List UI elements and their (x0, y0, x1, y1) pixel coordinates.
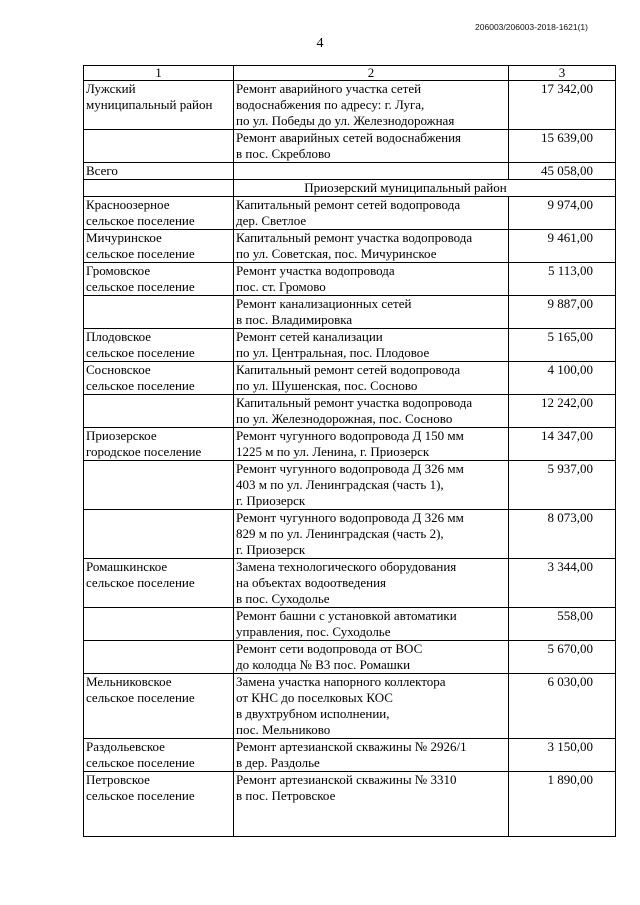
table-row (84, 559, 616, 608)
table-row (84, 674, 616, 739)
amount-cell: 9 887,00 (509, 296, 616, 329)
table-row (84, 461, 616, 510)
amount-cell: 6 030,00 (509, 674, 616, 739)
district-cell: Громовское сельское поселение (84, 263, 234, 296)
amount-cell: 5 113,00 (509, 263, 616, 296)
amount-cell: 15 639,00 (509, 130, 616, 163)
amount-cell: 558,00 (509, 608, 616, 641)
work-description-cell: Ремонт аварийного участка сетей водоснабжения по адресу: г. Луга, по ул. Победы до ул. Железнодорожная (234, 81, 509, 130)
district-cell: Лужский муниципальный район (84, 81, 234, 130)
amount-cell: 3 150,00 (509, 739, 616, 772)
work-description-cell: Ремонт чугунного водопровода Д 326 мм 403 м по ул. Ленинградская (часть 1), г. Приозерск (234, 461, 509, 510)
amount-cell: 9 461,00 (509, 230, 616, 263)
table-row (84, 428, 616, 461)
work-description-cell: Ремонт артезианской скважины № 2926/1 в дер. Раздолье (234, 739, 509, 772)
table-row (84, 163, 616, 180)
table-row (84, 772, 616, 837)
amount-cell: 17 342,00 (509, 81, 616, 130)
table-row (84, 608, 616, 641)
district-cell: Плодовское сельское поселение (84, 329, 234, 362)
amount-cell: 14 347,00 (509, 428, 616, 461)
work-description-cell: Ремонт сети водопровода от ВОС до колодца № В3 пос. Ромашки (234, 641, 509, 674)
district-cell (84, 641, 234, 674)
amount-cell: 3 344,00 (509, 559, 616, 608)
work-description-cell: Капитальный ремонт участка водопровода по ул. Железнодорожная, пос. Сосново (234, 395, 509, 428)
district-cell (84, 461, 234, 510)
page-number: 4 (316, 36, 324, 51)
section-title: Приозерский муниципальный район (234, 180, 616, 197)
district-cell: Ромашкинское сельское поселение (84, 559, 234, 608)
district-cell: Петровское сельское поселение (84, 772, 234, 837)
work-description-cell (234, 163, 509, 180)
district-cell: Приозерское городское поселение (84, 428, 234, 461)
column-header-1: 1 (84, 66, 234, 81)
work-description-cell: Капитальный ремонт сетей водопровода по ул. Шушенская, пос. Сосново (234, 362, 509, 395)
table-row (84, 510, 616, 559)
table-row (84, 130, 616, 163)
section-spacer-cell (84, 180, 234, 197)
work-description-cell: Ремонт сетей канализации по ул. Центральная, пос. Плодовое (234, 329, 509, 362)
district-cell (84, 608, 234, 641)
amount-cell: 5 670,00 (509, 641, 616, 674)
work-description-cell: Капитальный ремонт сетей водопровода дер. Светлое (234, 197, 509, 230)
table-body (84, 66, 616, 837)
table-row (84, 641, 616, 674)
table-row (84, 263, 616, 296)
work-description-cell: Замена участка напорного коллектора от КНС до поселковых КОС в двухтрубном исполнении, пос. Мельниково (234, 674, 509, 739)
amount-cell: 1 890,00 (509, 772, 616, 837)
work-description-cell: Ремонт артезианской скважины № 3310 в пос. Петровское (234, 772, 509, 837)
district-cell: Сосновское сельское поселение (84, 362, 234, 395)
district-cell: Мичуринское сельское поселение (84, 230, 234, 263)
district-cell (84, 510, 234, 559)
work-description-cell: Ремонт башни с установкой автоматики управления, пос. Суходолье (234, 608, 509, 641)
work-description-cell: Замена технологического оборудования на объектах водоотведения в пос. Суходолье (234, 559, 509, 608)
amount-cell: 8 073,00 (509, 510, 616, 559)
amount-cell: 5 937,00 (509, 461, 616, 510)
work-description-cell: Ремонт чугунного водопровода Д 150 мм 1225 м по ул. Ленина, г. Приозерск (234, 428, 509, 461)
district-cell (84, 395, 234, 428)
table-row (84, 395, 616, 428)
table-row (84, 329, 616, 362)
work-description-cell: Ремонт чугунного водопровода Д 326 мм 829 м по ул. Ленинградская (часть 2), г. Приозерск (234, 510, 509, 559)
amount-cell: 5 165,00 (509, 329, 616, 362)
table-row (84, 362, 616, 395)
table-row (84, 81, 616, 130)
district-cell: Всего (84, 163, 234, 180)
work-description-cell: Ремонт аварийных сетей водоснабжения в пос. Скреблово (234, 130, 509, 163)
table-row (84, 197, 616, 230)
table-row (84, 296, 616, 329)
amount-cell: 9 974,00 (509, 197, 616, 230)
amount-cell: 45 058,00 (509, 163, 616, 180)
table-row (84, 230, 616, 263)
amount-cell: 4 100,00 (509, 362, 616, 395)
amount-cell: 12 242,00 (509, 395, 616, 428)
table-row (84, 180, 616, 197)
district-cell (84, 296, 234, 329)
district-cell: Красноозерное сельское поселение (84, 197, 234, 230)
funding-table (83, 65, 616, 837)
table-row (84, 739, 616, 772)
district-cell (84, 130, 234, 163)
district-cell: Мельниковское сельское поселение (84, 674, 234, 739)
document-id: 206003/206003-2018-1621(1) (475, 22, 588, 32)
district-cell: Раздольевское сельское поселение (84, 739, 234, 772)
work-description-cell: Ремонт участка водопровода пос. ст. Громово (234, 263, 509, 296)
work-description-cell: Ремонт канализационных сетей в пос. Владимировка (234, 296, 509, 329)
table-header-row (84, 66, 616, 81)
column-header-3: 3 (509, 66, 616, 81)
work-description-cell: Капитальный ремонт участка водопровода по ул. Советская, пос. Мичуринское (234, 230, 509, 263)
column-header-2: 2 (234, 66, 509, 81)
